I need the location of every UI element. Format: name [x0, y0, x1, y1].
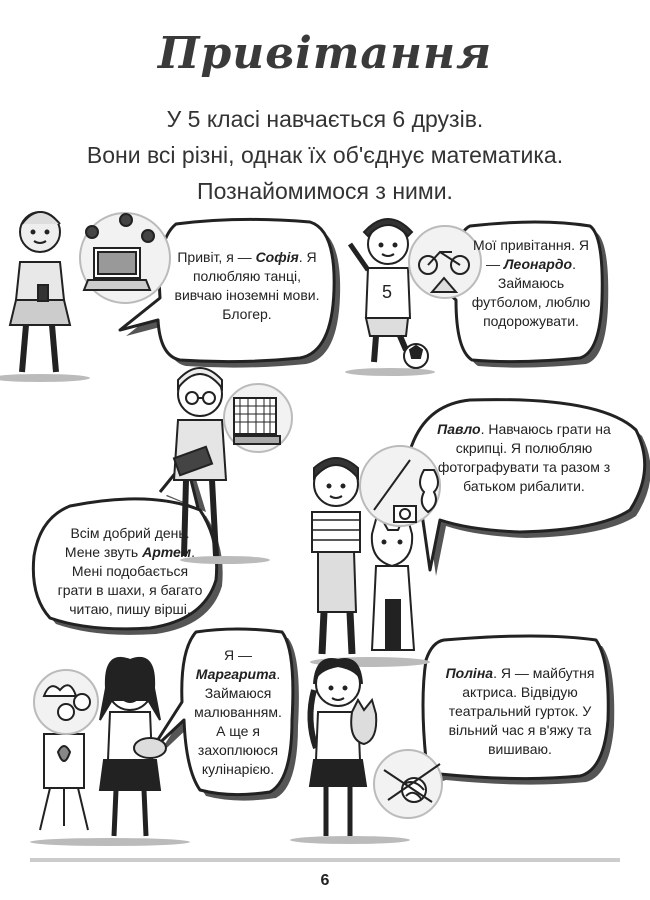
bubble-text-leonardo: Мої привітання. Я — Леонардо. Займаюсь футболом, люблю подорожувати. [471, 237, 591, 329]
name-leonardo: Леонардо [503, 256, 573, 272]
knitting-icon [374, 750, 442, 818]
name-pavlo: Павло [437, 421, 481, 437]
name-sofia: Софія [255, 249, 299, 265]
girl-cat-icon [310, 659, 376, 836]
dog-icon [372, 512, 414, 650]
page-number: 6 [320, 872, 330, 889]
bubble-text-artem: Всім добрий день. Мене звуть Артем. Мені подобається грати в шахи, я багато читаю, пишу вірші. [57, 525, 203, 617]
bubble-text-polina: Поліна. Я — майбутня актриса. Відвідую театральний гурток. У вільний час я в'яжу та вишиваю. [445, 665, 595, 757]
intro-line-1: У 5 класі навчається 6 друзів. [166, 106, 484, 132]
gadgets-icon [80, 213, 170, 303]
svg-text:5: 5 [382, 282, 393, 302]
bubble-text-sofia: Привіт, я — Софія. Я полюбляю танці, вивчаю іноземні мови. Блогер. [174, 249, 320, 322]
name-polina: Поліна [445, 665, 494, 681]
cupcakes-icon [34, 670, 98, 734]
easel-icon [40, 734, 88, 830]
intro-line-2: Вони всі різні, однак їх об'єднує математика. [86, 142, 564, 168]
intro-line-3: Познайомимося з ними. [197, 178, 453, 204]
chessboard-icon [224, 384, 292, 452]
boy-violin-icon [312, 458, 360, 654]
bubble-text-pavlo: Павло. Навчаюсь грати на скрипці. Я полюбляю фотографувати та разом з батьком рибалити. [437, 421, 611, 494]
name-margaryta: Маргарита [195, 666, 277, 682]
page-title: Привітання [157, 28, 493, 79]
name-artem: Артем [142, 544, 192, 560]
bubble-text-margaryta: Я — Маргарита. Займаюся малюванням. А ще я захоплююся кулінарією. [194, 647, 282, 777]
girl-artist-icon [100, 658, 166, 836]
girl-blogger-icon [10, 212, 70, 372]
